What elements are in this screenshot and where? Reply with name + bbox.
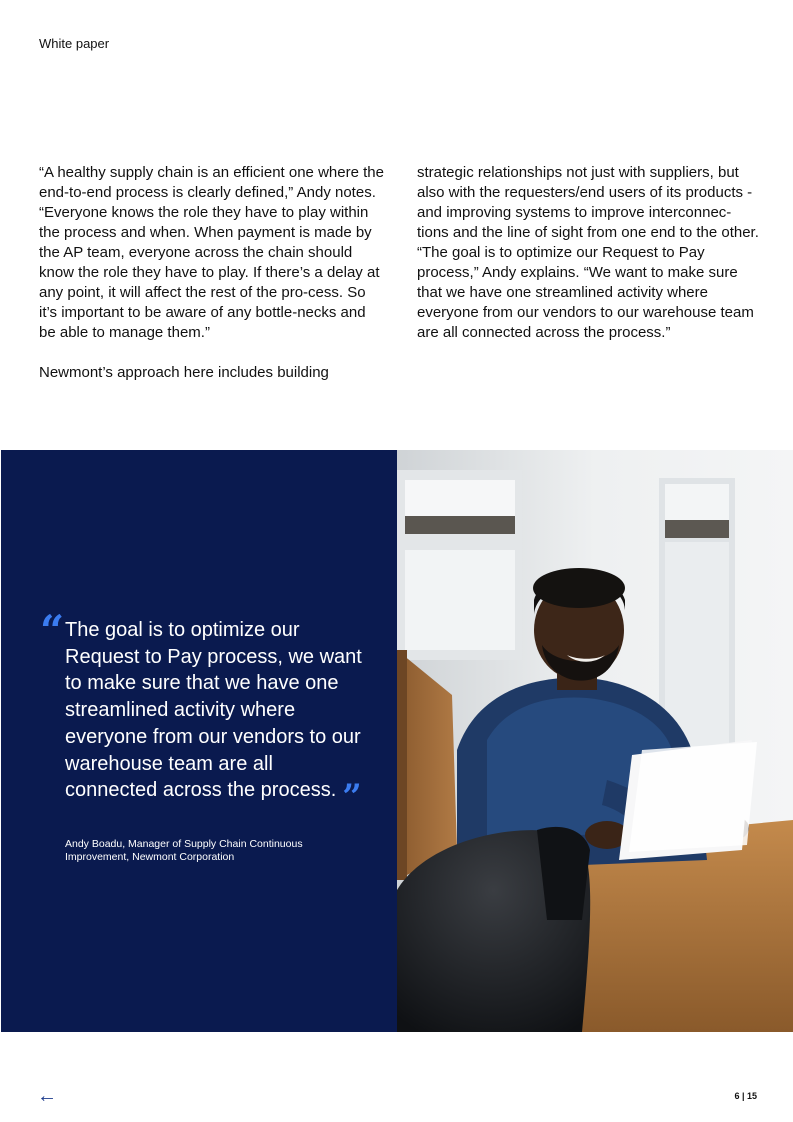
arrow-left-icon[interactable]: ← xyxy=(37,1085,57,1107)
man-reading-documents-photo xyxy=(397,450,793,1032)
article-paragraph: Newmont’s approach here includes building xyxy=(39,364,329,381)
pull-quote xyxy=(65,617,365,818)
quote-attribution: Andy Boadu, Manager of Supply Chain Continuous Improvement, Newmont Corporation xyxy=(65,838,303,863)
document-type-label: White paper xyxy=(39,36,110,51)
article-paragraph: strategic relationships not just with suppliers, but also with the requesters/end users of its products - and improving systems to improve interconnec-tions and the line of sight from one end to the other. “The goal is to optimize our Request to Pay process,” Andy explains. “We want to make sure that we have one streamlined activity where everyone from our vendors to our warehouse team are all connected across the process.” xyxy=(417,164,759,341)
article-column-right xyxy=(417,163,762,363)
pull-quote-text: The goal is to optimize our Request to Pay process, we want to make sure that we have one streamlined activity where everyone from our vendors to our warehouse team are all connected across the process. xyxy=(65,619,362,802)
close-quote-icon: ” xyxy=(342,777,362,818)
page-number: 6 | 15 xyxy=(734,1091,757,1101)
article-paragraph: “A healthy supply chain is an efficient one where the end-to-end process is clearly defined,” Andy notes. “Everyone knows the role they have to play within the process and when. When payment is made by the AP team, everyone across the chain should know the role they have to play. If there’s a delay at any point, it will affect the rest of the pro-cess. So it’s important to be aware of any bottle-necks and be able to manage them.” xyxy=(39,164,384,341)
open-quote-icon: “ xyxy=(40,606,65,655)
article-column-left xyxy=(39,163,384,403)
